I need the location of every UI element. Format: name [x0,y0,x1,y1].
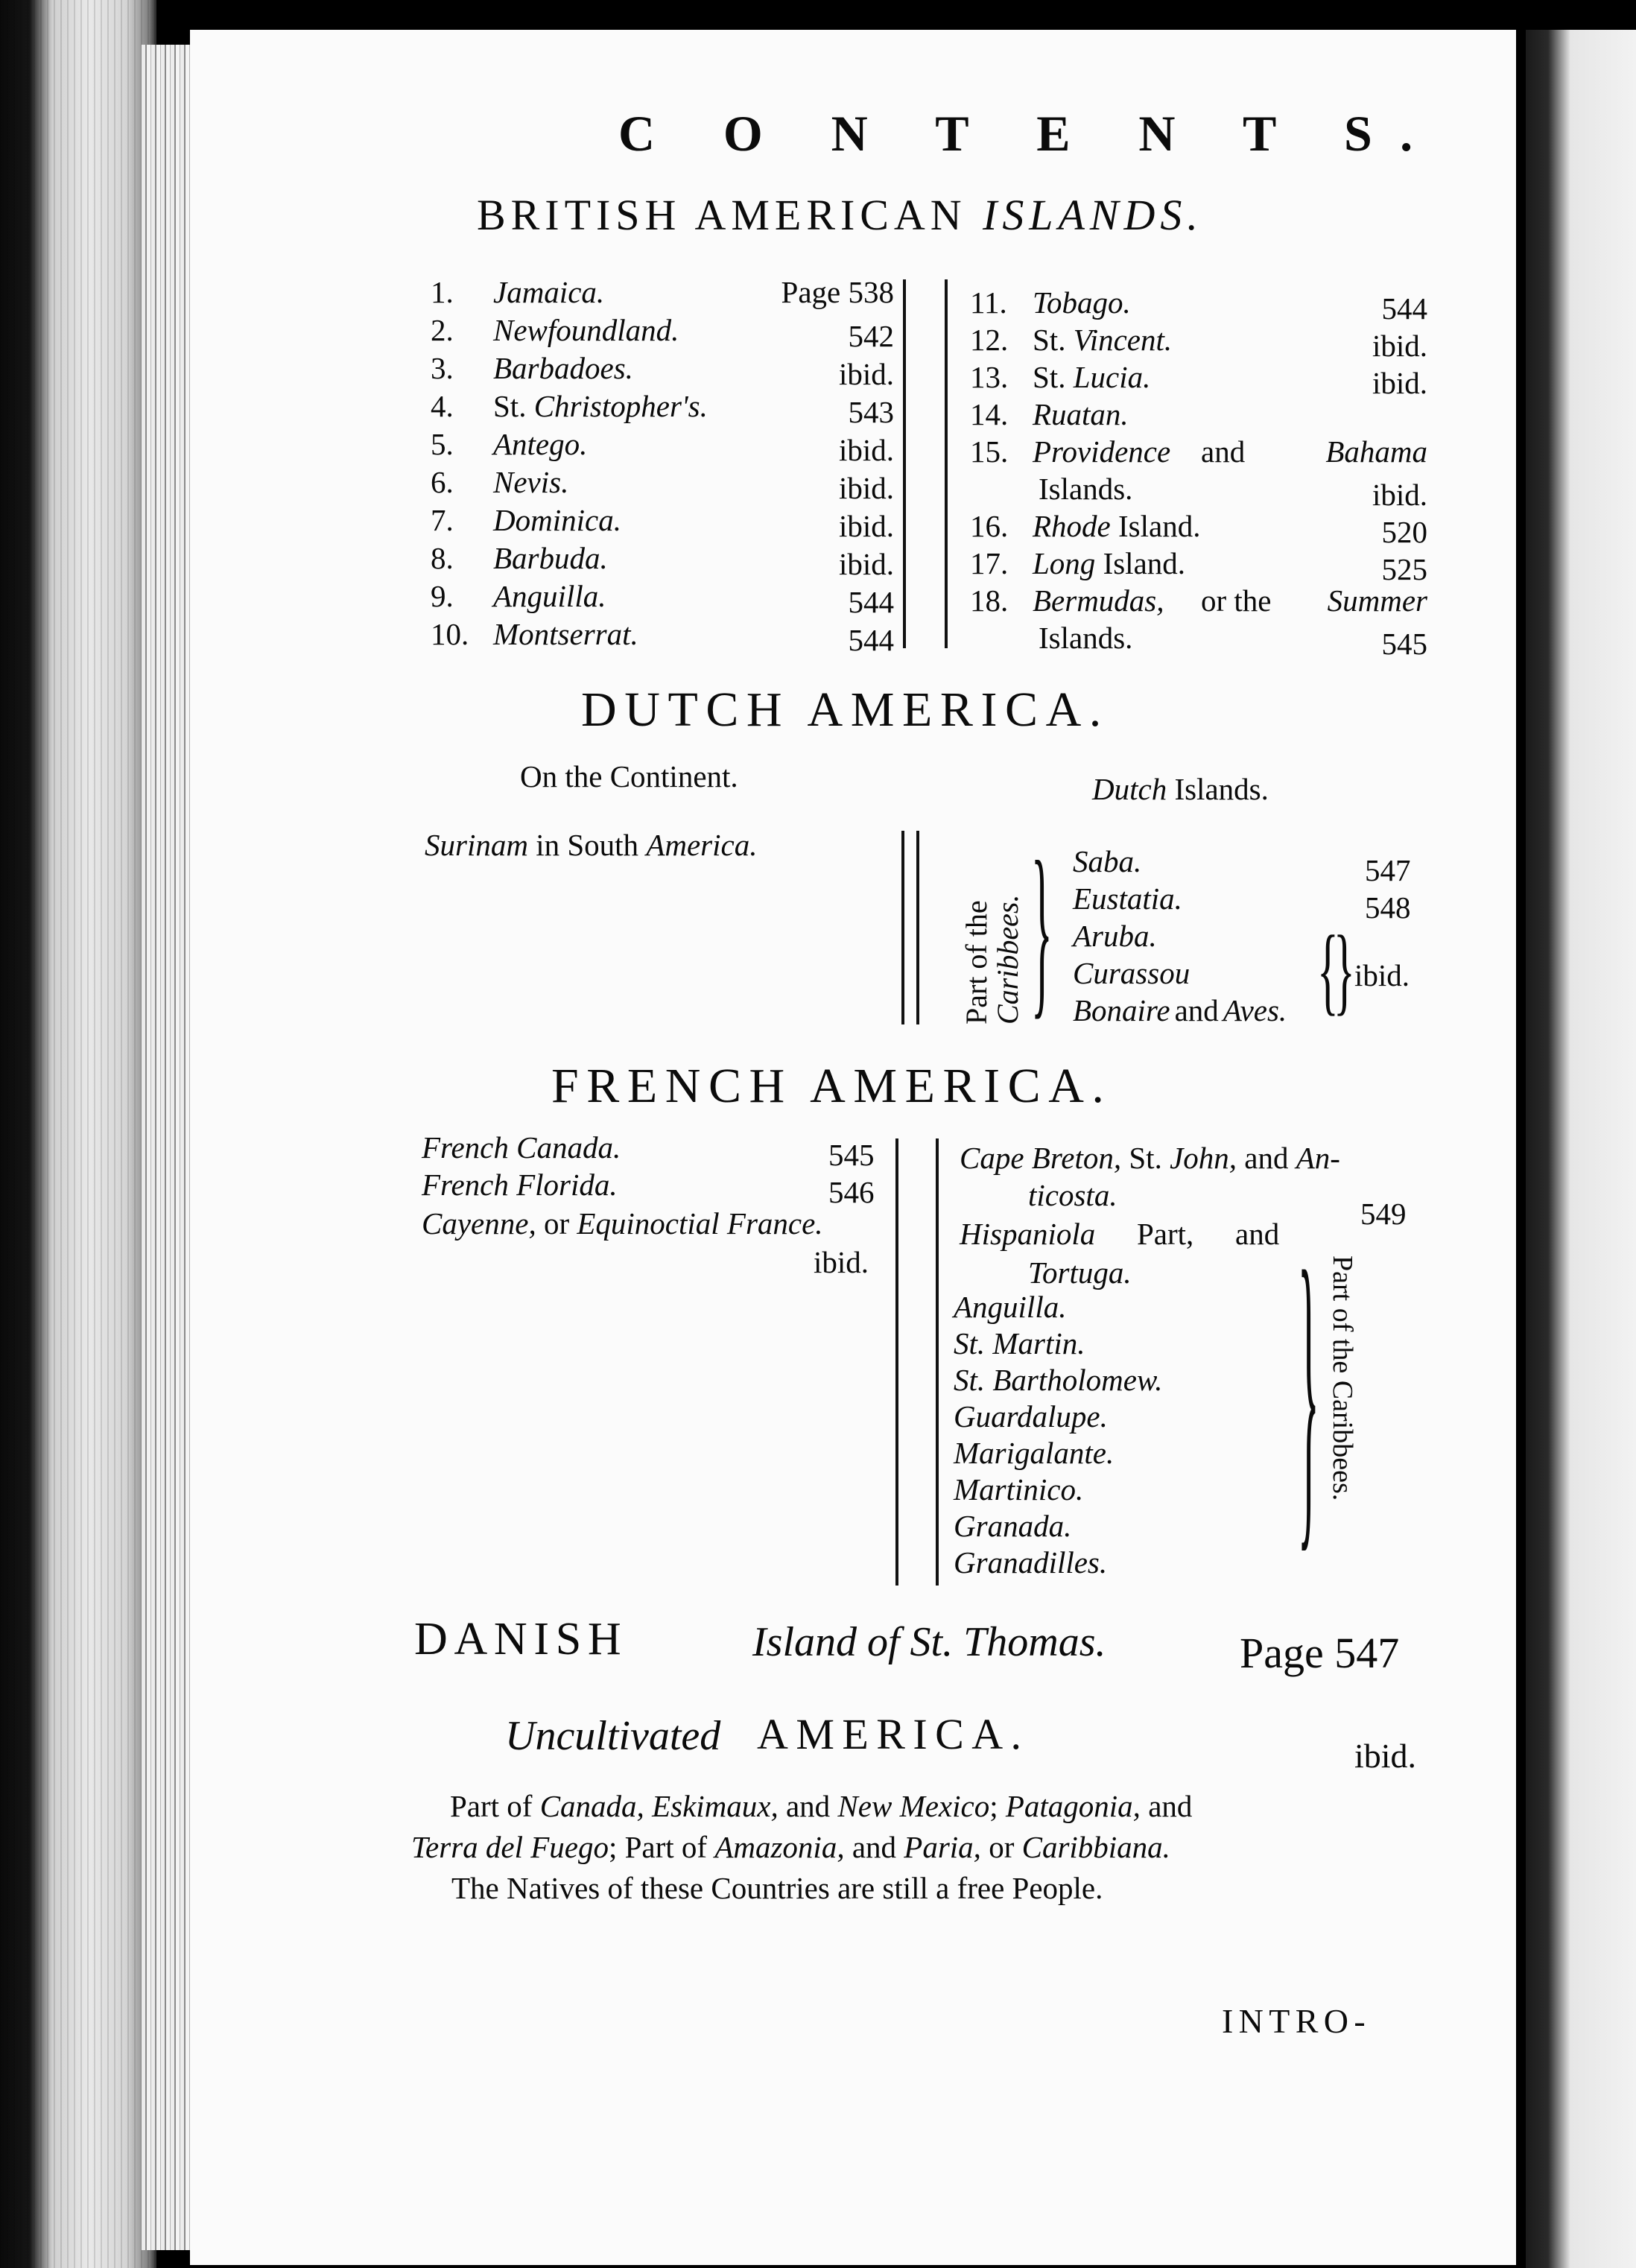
british-entry [970,396,1427,432]
column-rule [901,831,904,1024]
entry-name: Bermudas, [1033,583,1164,618]
uncultivated-line-1 [450,1788,1192,1824]
entry-name: Barbadoes. [493,351,633,385]
entry-number: 10. [431,617,469,651]
cape-breton-anticosta-a: An- [1296,1141,1340,1175]
cape-breton-page: 549 [1360,1197,1407,1231]
entry-connector: and [1201,434,1246,469]
british-entry [970,508,1427,544]
dutch-islands-label [1092,771,1269,807]
french-heading: FRENCH AMERICA. [551,1059,1112,1113]
entry-page: 544 [848,623,894,657]
dutch-islands-label-roman: Islands. [1167,772,1269,806]
text-run: ; Part of [608,1830,715,1864]
entry-name-2: Bahama [1325,434,1427,469]
entry-name: Christopher's. [533,389,708,423]
place-canada: Canada, [539,1789,644,1823]
hispaniola-entry [960,1216,1287,1252]
entry-number: 4. [431,389,454,423]
entry-name: Barbuda. [493,541,608,575]
island-name: Curassou [1073,956,1190,990]
french-entry: French Canada. [422,1130,621,1165]
text-run: and [778,1789,838,1823]
entry-name: Providence [1033,434,1171,469]
entry-number: 15. [970,434,1009,469]
dutch-caribbees-line2: Caribbees. [991,894,1024,1024]
island-page: 548 [1365,890,1411,925]
cayenne-entry [422,1206,823,1241]
entry-name: Dominica. [493,503,621,537]
british-entry [431,312,679,348]
french-island: Marigalante. [954,1436,1115,1470]
french-entry: French Florida. [422,1168,618,1202]
british-entry [431,616,638,652]
entry-continuation: Islands. [1039,621,1133,655]
entry-page: ibid. [838,471,894,505]
dutch-island [1073,843,1141,879]
entry-name-2: Summer [1327,583,1427,618]
british-entry [970,583,1427,618]
entry-page: Page 538 [781,275,894,309]
entry-name: Long [1033,546,1096,580]
entry-name: Nevis. [493,465,569,499]
british-entry [431,540,608,576]
dutch-left-brace: } [1031,823,1053,1035]
cayenne-page: ibid. [814,1245,869,1279]
dutch-caribbees-label [961,838,1024,1024]
cape-breton-name: Cape Breton, [960,1141,1122,1175]
entry-page: ibid. [838,433,894,467]
place-new-mexico: New Mexico [837,1789,990,1823]
hispaniola-and: and [1235,1217,1280,1251]
british-entry [970,285,1427,320]
text-run: Part of [450,1789,540,1823]
place-patagonia: Patagonia, [1005,1789,1141,1823]
island-connector: and [1174,993,1219,1027]
entry-number: 18. [970,583,1009,618]
french-entry-page: 546 [828,1175,875,1209]
british-entry [970,545,1427,581]
text-run [644,1789,652,1823]
page-title: C O N T E N T S. [618,105,1441,162]
cape-breton-st: St. [1121,1141,1170,1175]
entry-connector: or the [1201,583,1272,618]
british-entry [431,274,604,310]
entry-page: ibid. [838,357,894,391]
hispaniola-part: Part, [1137,1217,1194,1251]
french-entry-page: 545 [828,1138,875,1172]
dutch-group-page: ibid. [1354,958,1410,992]
entry-prefix: St. [1033,360,1074,394]
dutch-caribbees-line1: Part of the [960,900,993,1024]
french-island: St. Bartholomew. [954,1363,1163,1397]
entry-page: 543 [848,395,894,429]
entry-number: 14. [970,397,1009,431]
entry-page: ibid. [838,509,894,543]
entry-page: 525 [1381,552,1427,586]
danish-title: Island of St. Thomas. [752,1619,1106,1665]
entry-page: 520 [1381,515,1427,549]
place-terra-del-fuego: Terra del Fuego [411,1830,609,1864]
opposite-page-edge [1526,30,1636,2268]
french-caribbees-text: Part of the Caribbees. [1327,1255,1358,1501]
british-entry [431,502,621,538]
column-rule [945,279,948,648]
cayenne-or: or [536,1206,577,1241]
dutch-island [1073,881,1182,916]
place-caribbiana: Caribbiana. [1021,1830,1170,1864]
entry-name: Newfoundland. [493,313,679,347]
british-entry [970,322,1427,358]
uncultivated-heading-italic: Uncultivated [505,1713,721,1759]
uncultivated-page: ibid. [1354,1737,1417,1775]
column-rule [936,1138,939,1586]
dutch-group-brace: { [1317,916,1339,1024]
danish-page: Page 547 [1240,1629,1400,1677]
entry-number: 9. [431,579,454,613]
uncultivated-line-2 [411,1829,1170,1865]
island-name: Aruba. [1073,919,1157,953]
entry-page: 544 [848,585,894,619]
french-caribbees-label [1326,1255,1359,1568]
danish-heading: DANISH [414,1614,628,1664]
surinam-entry [425,827,757,863]
british-entry [970,359,1427,395]
island-name: Bonaire [1073,993,1170,1027]
island-name: Saba. [1073,844,1142,878]
dutch-island [1073,955,1190,991]
french-island: Granadilles. [954,1545,1108,1580]
british-entry [970,434,1427,469]
island-page: 547 [1365,853,1411,887]
entry-page: 542 [848,319,894,353]
text-run: and [1140,1789,1193,1823]
dutch-islands-label-italic: Dutch [1092,772,1167,806]
entry-suffix: Island. [1110,509,1201,543]
french-island: St. Martin. [954,1326,1085,1361]
french-island: Anguilla. [954,1290,1067,1324]
entry-number: 13. [970,360,1009,394]
island-name: Eustatia. [1073,881,1182,916]
entry-number: 7. [431,503,454,537]
british-heading-roman: BRITISH AMERICAN [477,191,983,239]
catchword: INTRO- [1222,2002,1372,2040]
british-entry [431,578,606,614]
cape-breton-entry [960,1140,1340,1176]
uncultivated-line-3: The Natives of these Countries are still a free People. [451,1871,1103,1905]
surinam-mid: in South [527,828,647,862]
page-leaf-edges [142,45,194,2250]
entry-page: 544 [1381,291,1427,326]
french-island: Martinico. [954,1472,1084,1507]
french-island: Granada. [954,1509,1072,1543]
column-rule [903,279,906,648]
text-run: or [980,1830,1022,1864]
cayenne-name: Cayenne, [422,1206,536,1241]
hispaniola-name: Hispaniola [960,1217,1096,1251]
entry-number: 2. [431,313,454,347]
dutch-group-brace-right: } [1334,916,1355,1024]
surinam-name: Surinam [425,828,528,862]
british-heading [477,190,1203,240]
british-entry [431,388,708,424]
entry-number: 6. [431,465,454,499]
british-entry [431,464,568,500]
entry-suffix: Island. [1095,546,1186,580]
entry-page: ibid. [1372,478,1427,512]
book-spine-edge [0,0,156,2268]
dutch-continent-label: On the Continent. [520,759,738,794]
french-caribbees-brace: } [1298,1205,1319,1579]
entry-number: 16. [970,509,1009,543]
french-island: Guardalupe. [954,1399,1108,1434]
entry-number: 5. [431,427,454,461]
island-name-2: Aves. [1223,993,1287,1027]
dutch-heading: DUTCH AMERICA. [581,682,1109,737]
british-heading-italic: ISLANDS. [983,191,1203,239]
cape-breton-john: John, [1170,1141,1237,1175]
entry-number: 3. [431,351,454,385]
cape-breton-and: and [1237,1141,1296,1175]
entry-name: Lucia. [1073,360,1151,394]
entry-page: 545 [1381,627,1427,661]
text-run: and [844,1830,904,1864]
entry-name: Tobago. [1033,285,1131,320]
entry-page: ibid. [1372,329,1427,363]
place-eskimaux: Eskimaux, [652,1789,779,1823]
entry-name: Vincent. [1073,323,1173,357]
place-paria: Paria, [904,1830,981,1864]
anticosta-continuation: ticosta. [1028,1178,1117,1212]
entry-number: 11. [970,285,1007,320]
entry-prefix: St. [493,389,534,423]
entry-page: ibid. [838,547,894,581]
place-amazonia: Amazonia, [714,1830,845,1864]
surinam-region: America. [646,828,758,862]
entry-continuation: Islands. [1039,472,1133,506]
british-entry [431,350,633,386]
entry-name: Montserrat. [493,617,638,651]
entry-prefix: St. [1033,323,1074,357]
text-run: ; [989,1789,1006,1823]
entry-number: 12. [970,323,1009,357]
uncultivated-heading-caps: AMERICA. [757,1710,1030,1758]
entry-name: Jamaica. [493,275,605,309]
entry-page: ibid. [1372,366,1427,400]
entry-name: Anguilla. [493,579,606,613]
dutch-island [1073,992,1287,1028]
dutch-island [1073,918,1157,954]
tortuga-entry: Tortuga. [1028,1255,1132,1290]
column-rule [916,831,919,1024]
entry-number: 1. [431,275,454,309]
entry-name: Ruatan. [1033,397,1129,431]
entry-number: 17. [970,546,1009,580]
british-entry [431,426,587,462]
entry-name: Rhode [1033,509,1111,543]
cayenne-alt-name: Equinoctial France. [577,1206,823,1241]
entry-name: Antego. [493,427,588,461]
entry-number: 8. [431,541,454,575]
column-rule [895,1138,898,1586]
